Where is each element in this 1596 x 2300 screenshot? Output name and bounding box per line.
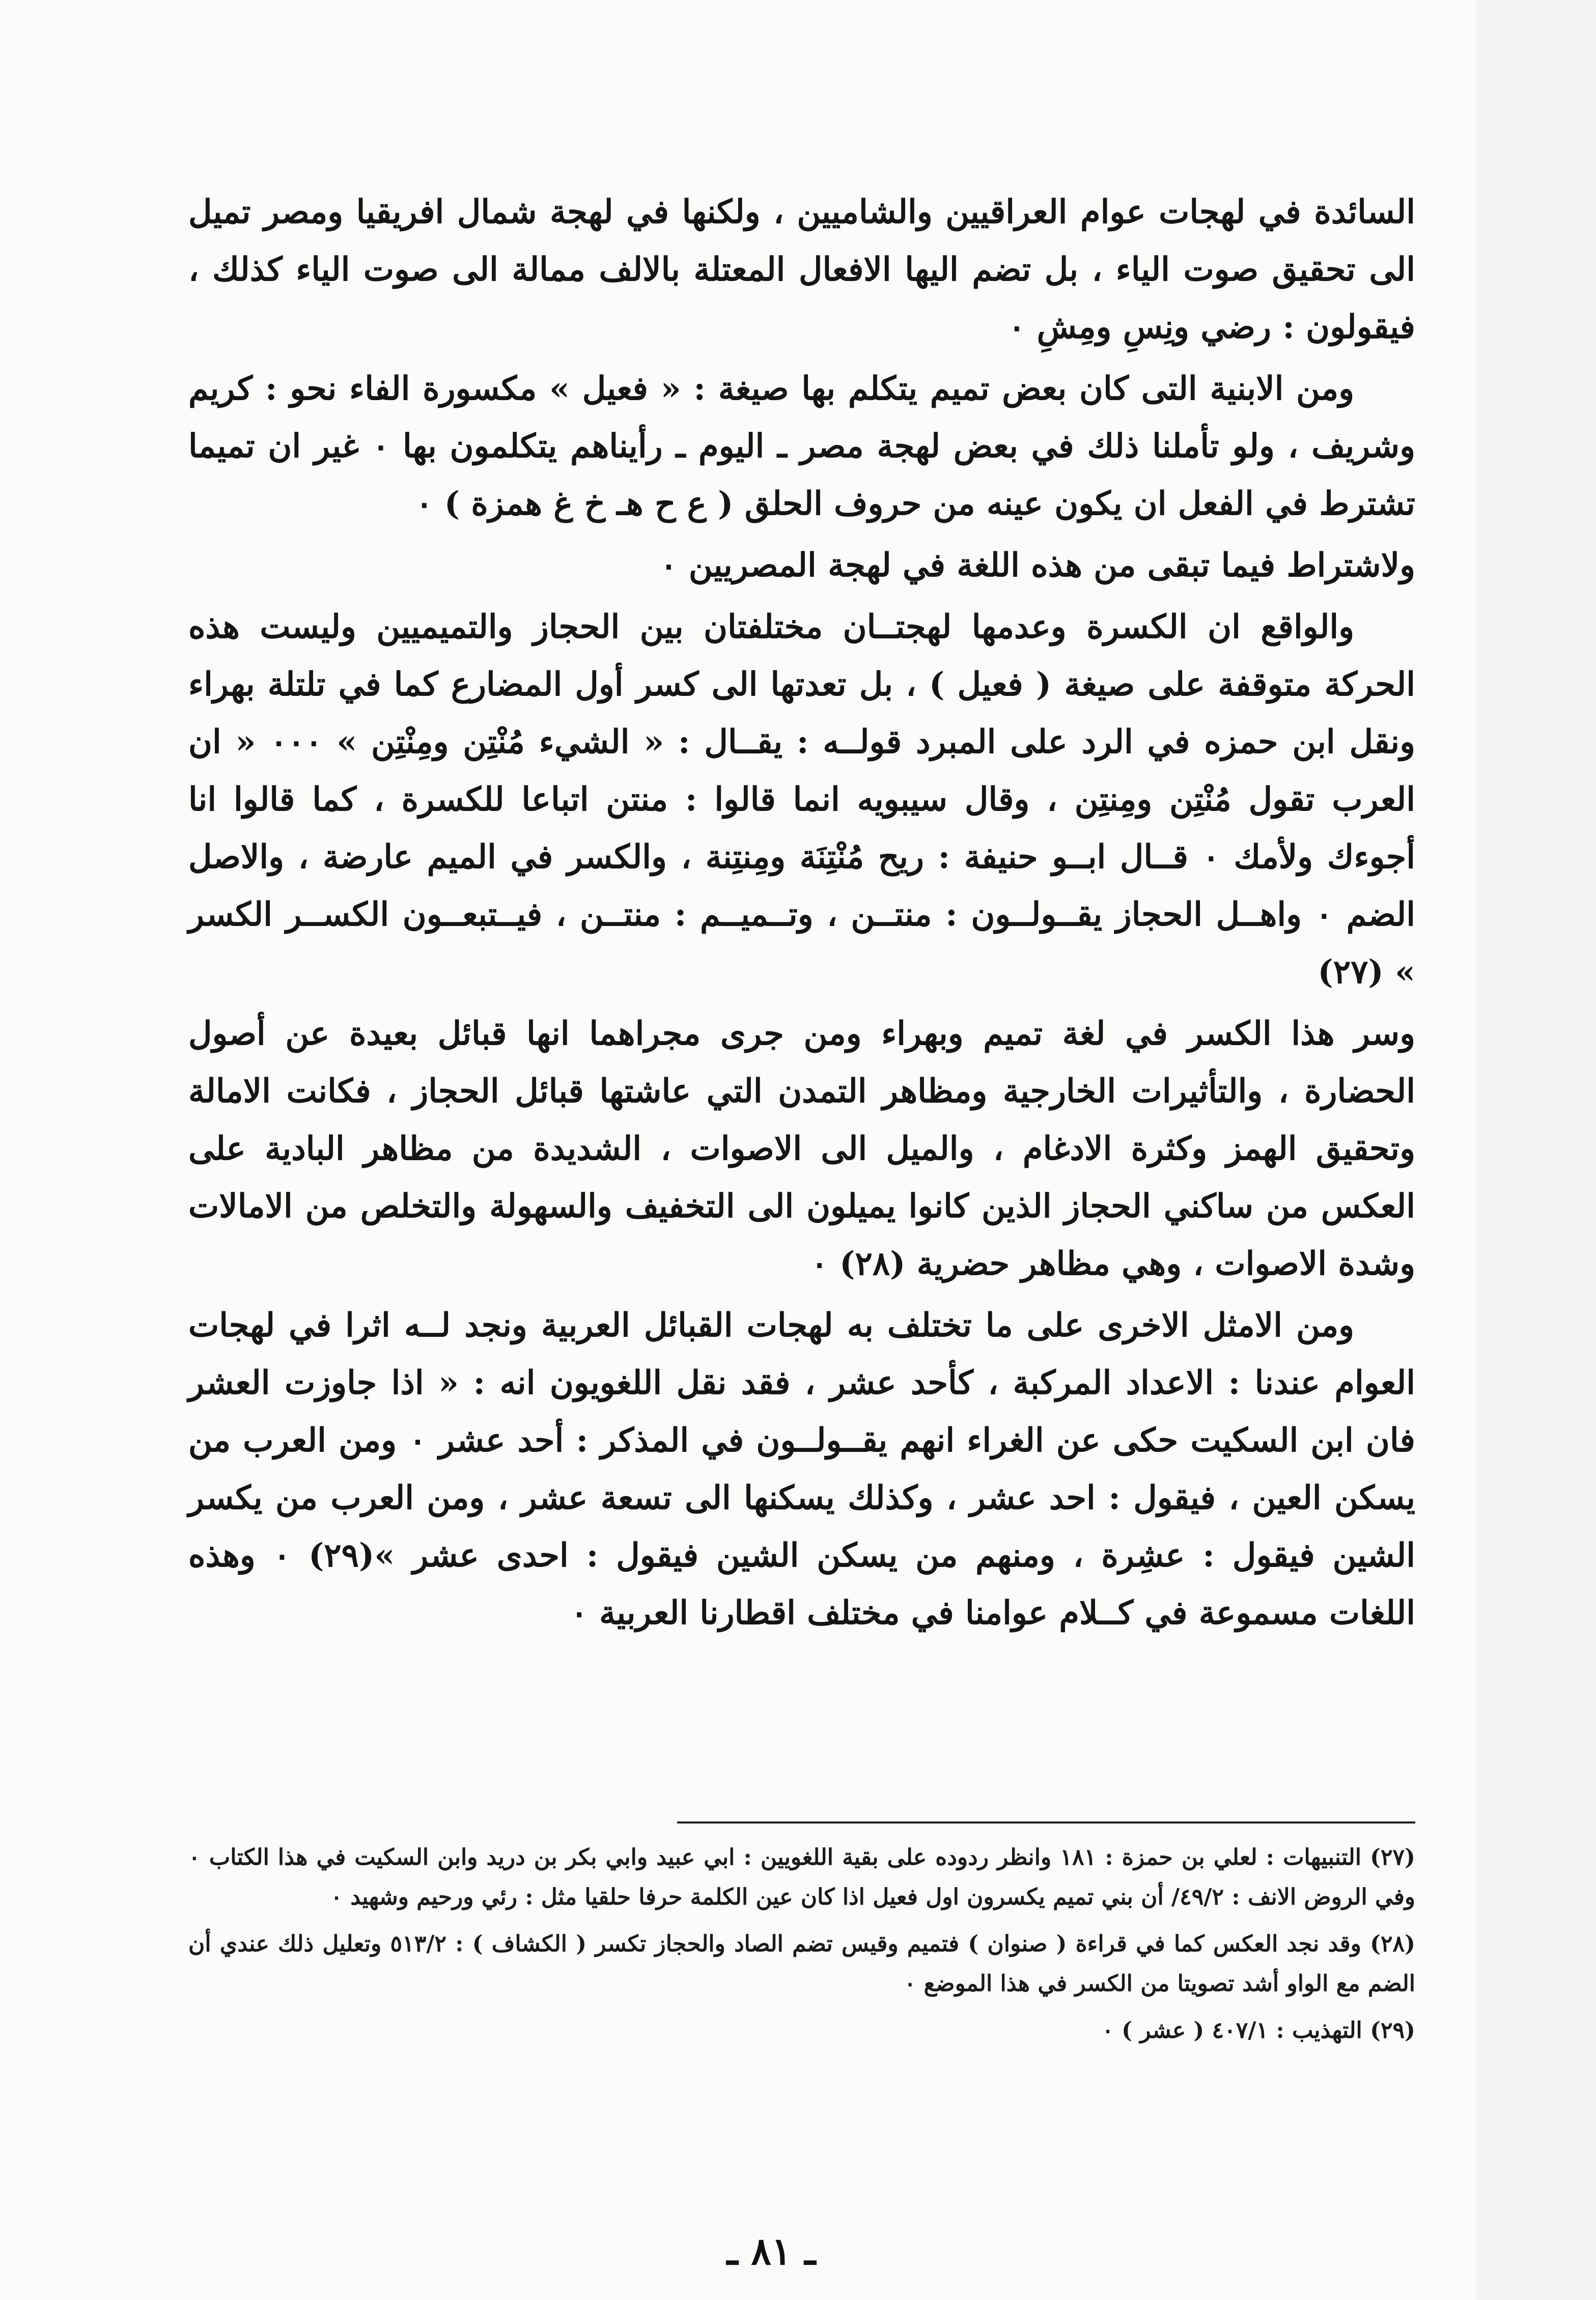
paragraph-6: ومن الامثل الاخرى على ما تختلف به لهجات القبائل العربية ونجد لــه اثرا في لهجات العوام عندنا : الاعداد المركبة ، كأحد عشر ، فقد نقل اللغويون انه : « اذا جاوزت العشر فان ابن السكيت حكى عن الغراء انهم يقــولــون في المذكر : أحد عشر ٠ ومن العرب من يسكن العين ، فيقول : احد عشر ، وكذلك يسكنها الى تسعة عشر ، ومن العرب من يكسر الشين فيقول : عشِرة ، ومنهم من يسكن الشين فيقول : احدى عشر »(٢٩) ٠ وهذه اللغات مسموعة في كــلام عوامنا في مختلف اقطارنا العربية ٠ [188,1306,1416,1632]
footnote-28: (٢٨) وقد نجد العكس كما في قراءة ( صنوان ) فتميم وقيس تضم الصاد والحجاز تكسر ( الكشاف ) : ٥١٣/٢ وتعليل ذلك عندي أن الضم مع الواو أشد تصويتا من الكسر في هذا الموضع ٠ [188,1931,1415,1997]
main-text [188,183,1415,1646]
footnote-divider [677,1821,1415,1824]
paragraph-2: ومن الابنية التى كان بعض تميم يتكلم بها صيغة : « فعيل » مكسورة الفاء نحو : كريم وشريف ، ولو تأملنا ذلك في بعض لهجة مصر ـ اليوم ـ رأيناهم يتكلمون بها ٠ غير ان تميما تشترط في الفعل ان يكون عينه من حروف الحلق ( ع ح هـ خ غ همزة ) ٠ [188,370,1416,523]
paragraph-4: والواقع ان الكسرة وعدمها لهجتــان مختلفتان بين الحجاز والتميميين وليست هذه الحركة متوقفة على صيغة ( فعيل ) ، بل تعدتها الى كسر أول المضارع كما في تلتلة بهراء ونقل ابن حمزه في الرد على المبرد قولــه : يقــال : « الشيء مُنْتِن ومِنْتِن » ٠٠٠ « ان العرب تقول مُنْتِن ومِنتِن ، وقال سيبويه انما قالوا : منتن اتباعا للكسرة ، كما قالوا انا أجوءك ولأمك ٠ قــال ابــو حنيفة : ريح مُنْتِنَة ومِنتِنة ، والكسر في الميم عارضة ، والاصل الضم ٠ واهــل الحجاز يقــولــون : منتــن ، وتــميــم : منتــن ، فيــتبعــون الكســر الكسر » (٢٧) [188,608,1416,991]
page-number: ـ ٨١ ـ [726,2230,816,2274]
paragraph-3: ولاشتراط فيما تبقى من هذه اللغة في لهجة المصريين ٠ [660,546,1415,584]
scan-margin [1476,0,1596,2300]
paragraph-1: السائدة في لهجات عوام العراقيين والشاميين ، ولكنها في لهجة شمال افريقيا ومصر تميل الى تحقيق صوت الياء ، بل تضم اليها الافعال المعتلة بالالف ممالة الى صوت الياء كذلك ، فيقولون : رضي ونِسِ ومِشِ ٠ [188,193,1416,346]
paragraph-5: وسر هذا الكسر في لغة تميم وبهراء ومن جرى مجراهما انها قبائل بعيدة عن أصول الحضارة ، والتأثيرات الخارجية ومظاهر التمدن التي عاشتها قبائل الحجاز ، فكانت الامالة وتحقيق الهمز وكثرة الادغام ، والميل الى الاصوات ، الشديدة من مظاهر البادية على العكس من ساكني الحجاز الذين كانوا يميلون الى التخفيف والسهولة والتخلص من الامالات وشدة الاصوات ، وهي مظاهر حضرية (٢٨) ٠ [188,1015,1416,1283]
footnote-29: (٢٩) التهذيب : ٤٠٧/١ ( عشر ) ٠ [1102,2017,1415,2043]
footnotes [188,1838,1415,2058]
footnote-27: (٢٧) التنبيهات : لعلي بن حمزة : ١٨١ وانظر ردوده على بقية اللغويين : ابي عبيد وابي بكر بن دريد وابن السكيت في هذا الكتاب ٠ وفي الروض الانف : ٤٩/٢/ أن بني تميم يكسرون اول فعيل اذا كان عين الكلمة حرفا حلقيا مثل : رئي ورحيم وشهيد ٠ [188,1844,1415,1910]
